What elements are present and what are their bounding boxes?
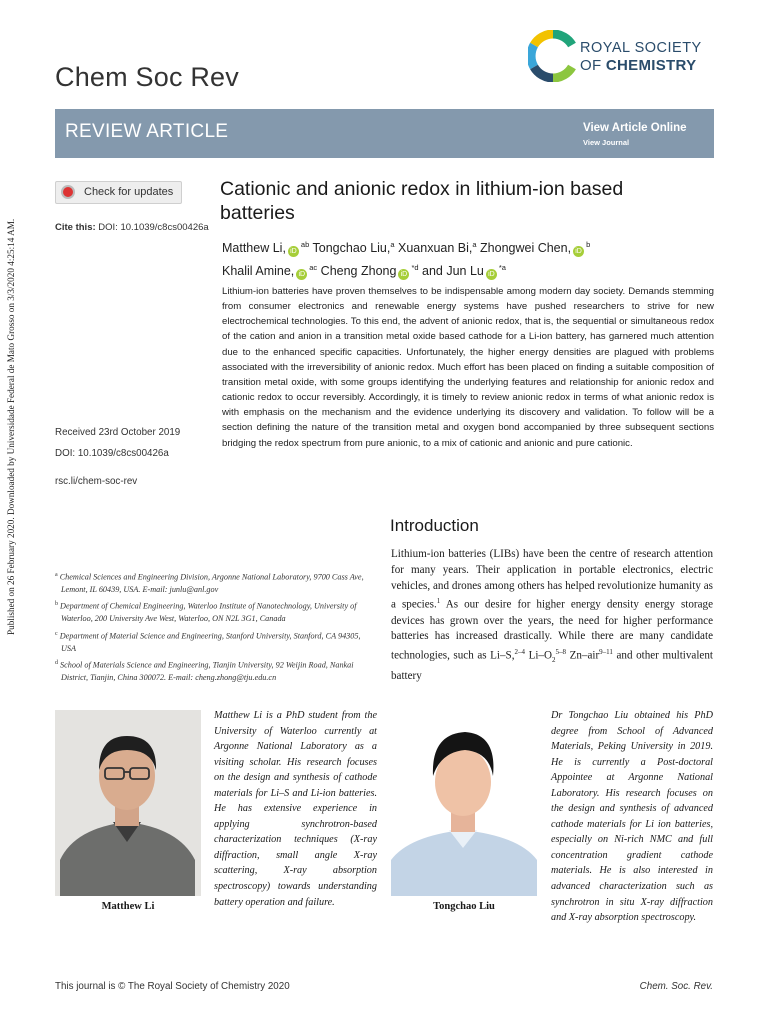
download-notice [2,155,20,635]
author-affiliation-mark: *a [498,263,506,273]
orcid-icon[interactable]: iD [288,246,299,257]
author-photo-matthew-li [55,710,201,896]
affiliations [55,569,373,686]
portrait-icon [55,710,201,896]
affiliation-item [55,657,373,684]
author-list [222,235,722,281]
affiliation-item [55,598,373,625]
abstract: Lithium-ion batteries have proven themselves to be indispensable among modern day society. Demands stemming from consumer electronics and renewable energy systems have pushed researchers to strive for new electrochemical technologies. To this end, the advent of anionic redox, that is, the sequential or simultaneous redox of the cation and anion in a transition metal oxide based cathode for a Li-ion battery, has garnered much attention due to the enhanced specific capacities. Unfortunately, the higher energy densities are plagued with problems associated with the irreversibility of anionic redox. Much effort has been placed on finding a suitable composition of transition metal oxide, with some groups identifying the underlying features and relationship for anionic redox and cationic redox to occur reversibly. Accordingly, it is timely to review anionic redox in terms of what anionic redox is with emphasis on the mechanism and the evidence underlying its discovery and validation. To follow will be a section defining the nature of the transition metal and oxygen bond accompanied by three subsequent sections bridging the redox spectrum from pure anionic, to a mix of cationic and anionic and pure cationic. [222,286,714,449]
cite-label: Cite this: [55,222,96,233]
citation-ref[interactable]: 1 [436,597,441,606]
affiliation-mark: d [55,659,58,666]
author-name: Matthew Li, [222,241,286,256]
footer-journal: Chem. Soc. Rev. [639,981,713,992]
author-name: Zhongwei Chen, [480,241,572,256]
bio-text: Dr Tongchao Liu obtained his PhD degree from School of Advanced Materials, Peking University in 2019. He is currently a Post-doctoral Appointee at Argonne National Laboratory. His research focuses on the design and synthesis of advanced cathode materials for Li ion batteries, especially on Ni-rich NMC and full concentration gradient cathode materials. He is also interested in advanced characterization such as synchrotron in situ X-ray diffraction and X-ray absorption spectroscopy. [551,710,713,924]
cite-this [55,222,209,233]
author-affiliation-mark: b [586,240,591,249]
bio-caption: Tongchao Liu [433,901,495,912]
affiliation-item [55,569,373,596]
orcid-icon[interactable]: iD [398,269,409,280]
journal-name: Chem Soc Rev [55,62,239,92]
portrait-icon [391,710,537,896]
author-name: Tongchao Liu, [312,241,391,256]
cite-doi: DOI: 10.1039/c8cs00426a [98,222,209,233]
check-for-updates-button[interactable] [55,181,182,204]
affiliation-item [55,628,373,655]
citation-ref[interactable]: 9–11 [599,648,613,657]
author-name: Khalil Amine, [222,264,295,279]
author-affiliation-mark: a [472,240,477,249]
author-affiliation-mark: *d [411,263,419,273]
author-name: Cheng Zhong [320,264,397,279]
view-article-online-link[interactable]: View Article Online [583,122,687,134]
author-photo-tongchao-liu [391,710,537,896]
section-heading-introduction: Introduction [390,516,479,535]
citation-ref[interactable]: 5–8 [555,648,566,657]
orcid-icon[interactable]: iD [296,269,307,280]
intro-text-run: As our desire for higher energy density energy storage devices has grown over the years, the need for higher performance batteries has increased drastically. While there are many candidate technologies, such as Li–S, [391,598,713,662]
article-title: Cationic and anionic redox in lithium-ion based batteries [220,178,624,224]
check-for-updates-label: Check for updates [84,186,174,198]
intro-text-run: Lithium-ion batteries (LIBs) have been the centre of research attention for many years. Their application in portable electronics, electric vehicles, and drones among others has helped revolutionize humanity as a species. [391,548,713,611]
intro-text-run: Zn–air [566,649,600,662]
rsc-logo-icon [528,30,578,82]
bio-text: Matthew Li is a PhD student from the University of Waterloo currently at Argonne National Laboratory as a visiting scholar. His research focuses on the design and synthesis of cathode materials for Li–S and Li-ion batteries. He has extensive experience in applying synchrotron-based characterization techniques (X-ray diffraction, small angle X-ray scattering, X-ray absorption spectroscopy) towards understanding battery operation and failure. [214,710,377,908]
intro-text-run: and other multivalent battery [391,649,713,682]
subscript: 2 [552,656,556,665]
journal-link[interactable]: rsc.li/chem-soc-rev [55,476,138,487]
author-name: Xuanxuan Bi, [398,241,473,256]
author-name: and Jun Lu [422,264,484,279]
affiliation-mark: a [55,572,58,578]
introduction-text [391,547,713,685]
received-date: Received 23rd October 2019 [55,427,181,438]
footer-copyright: This journal is © The Royal Society of Chemistry 2020 [55,981,290,992]
citation-ref[interactable]: 2–4 [514,648,525,657]
affiliation-text: Department of Chemical Engineering, Waterloo Institute of Nanotechnology, University of Waterloo, 200 University Ave West, Waterloo, ON N2L 3G1, Canada [60,602,357,624]
affiliation-text: School of Materials Science and Engineering, Tianjin University, 92 Weijin Road, Nankai District, Tianjin, China 300072. E-mail: cheng.zhong@tju.edu.cn [60,660,354,683]
article-type: REVIEW ARTICLE [65,121,229,142]
doi-line: DOI: 10.1039/c8cs00426a [55,448,169,459]
orcid-icon[interactable]: iD [486,269,497,280]
author-affiliation-mark: ab [300,240,310,249]
view-journal-link[interactable]: View Journal [583,138,630,147]
download-notice-text: Published on 26 February 2020. Downloaded by Universidade Federal de Mato Grosso on 3/3/2020 4:25:14 AM. [6,218,16,635]
orcid-icon[interactable]: iD [573,246,584,257]
affiliation-mark: c [55,630,58,637]
crossmark-icon [61,185,75,199]
affiliation-text: Department of Material Science and Engineering, Stanford University, Stanford, CA 94305, USA [59,631,361,653]
bio-caption: Matthew Li [101,901,155,912]
affiliation-text: Chemical Sciences and Engineering Division, Argonne National Laboratory, 9700 Cass Ave, Lemont, IL 60439, USA. E-mail: junlu@anl.gov [59,572,364,595]
rsc-logo-line2: OF CHEMISTRY [580,57,697,74]
intro-text-run: Li–O [525,649,552,662]
author-affiliation-mark: ac [309,263,318,273]
affiliation-mark: b [55,601,58,608]
author-affiliation-mark: a [390,240,395,249]
rsc-logo-line1: ROYAL SOCIETY [580,40,702,56]
